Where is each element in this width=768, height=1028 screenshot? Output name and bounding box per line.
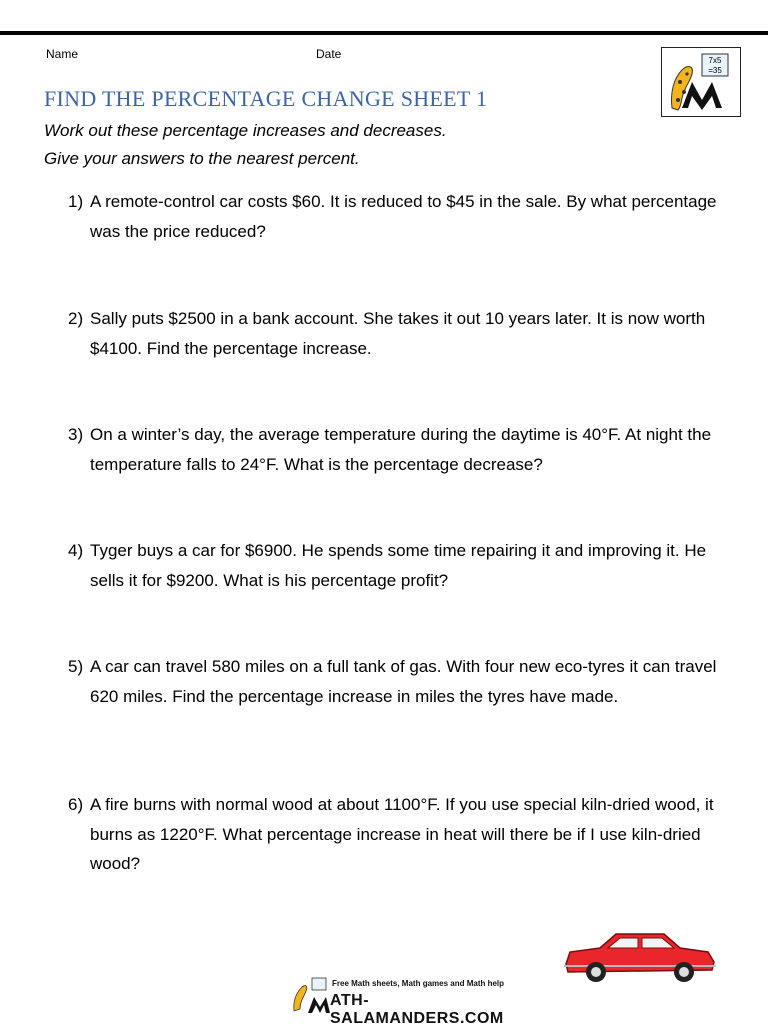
question-number: 4) [68,541,84,560]
salamander-logo [661,47,741,117]
question-text: Sally puts $2500 in a bank account. She takes it out 10 years later. It is now worth $4100. Find the percentage increase. [90,309,706,358]
top-rule [0,31,768,35]
logo-equation-bottom: =35 [708,66,722,75]
question-6 [68,790,718,879]
footer-logo [290,975,520,1027]
question-text: A remote-control car costs $60. It is reduced to $45 in the sale. By what percentage was the price reduced? [90,192,717,241]
question-4 [68,536,718,595]
question-2 [68,304,718,363]
question-5 [68,652,718,711]
name-label: Name [46,47,79,61]
footer-salamander-icon [290,975,330,1015]
question-1 [68,187,718,246]
red-car-icon [560,928,720,984]
question-number: 5) [68,657,84,676]
date-label: Date [316,47,342,61]
instruction-line-2: Give your answers to the nearest percent. [44,149,360,168]
instruction-line-1: Work out these percentage increases and decreases. [44,121,447,140]
question-number: 6) [68,795,84,814]
footer-site-name: ATH-SALAMANDERS.COM [330,992,504,1027]
question-number: 1) [68,192,84,211]
footer-tagline: Free Math sheets, Math games and Math help [332,979,505,988]
page-title: FIND THE PERCENTAGE CHANGE SHEET 1 [44,86,488,111]
question-text: A fire burns with normal wood at about 1100°F. If you use special kiln-dried wood, it burns as 1220°F. What percentage increase in heat will there be if I use kiln-dried wood? [90,795,714,873]
question-text: A car can travel 580 miles on a full tank of gas. With four new eco-tyres it can travel 620 miles. Find the percentage increase in miles the tyres have made. [90,657,717,706]
question-text: Tyger buys a car for $6900. He spends some time repairing it and improving it. He sells it for $9200. What is his percentage profit? [90,541,707,590]
question-number: 2) [68,309,84,328]
question-number: 3) [68,425,84,444]
question-3 [68,420,718,479]
logo-equation-top: 7x5 [708,56,722,65]
salamander-m-icon [662,48,740,116]
question-text: On a winter’s day, the average temperature during the daytime is 40°F. At night the temperature falls to 24°F. What is the percentage decrease? [90,425,712,474]
